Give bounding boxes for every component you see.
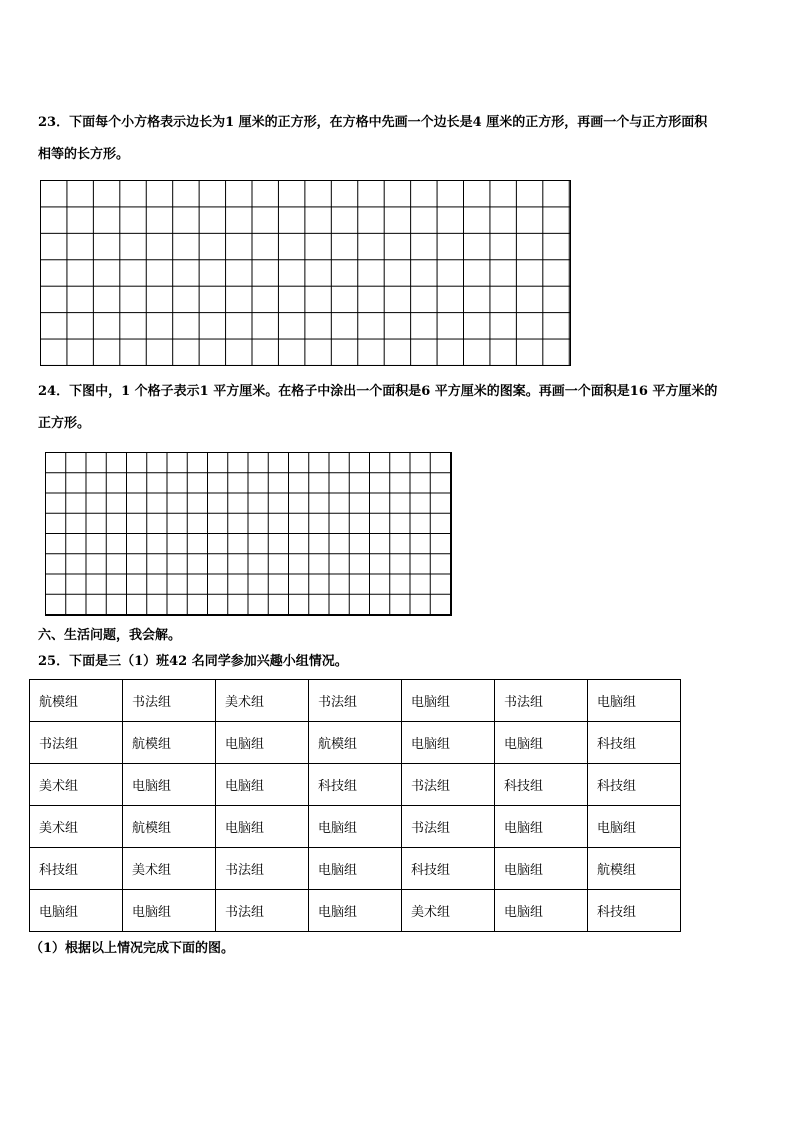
question-25-intro: 25．下面是三（1）班42 名同学参加兴趣小组情况。 — [38, 654, 348, 669]
table-cell: 电脑组 — [402, 680, 495, 722]
table-cell: 电脑组 — [123, 764, 216, 806]
table-cell: 科技组 — [588, 890, 681, 932]
question-23-line-1: 23．下面每个小方格表示边长为1 厘米的正方形，在方格中先画一个边长是4 厘米的正方形，再画一个与正方形面积 — [38, 115, 708, 130]
square-grid-20x7[interactable] — [40, 180, 571, 366]
table-row — [30, 722, 681, 764]
table-cell: 航模组 — [123, 806, 216, 848]
table-cell: 电脑组 — [30, 890, 123, 932]
table-cell: 电脑组 — [309, 806, 402, 848]
table-cell: 美术组 — [123, 848, 216, 890]
table-cell: 电脑组 — [216, 722, 309, 764]
question-24-line-2: 正方形。 — [38, 416, 91, 431]
table-cell: 航模组 — [123, 722, 216, 764]
table-cell: 美术组 — [216, 680, 309, 722]
table-cell: 航模组 — [588, 848, 681, 890]
table-cell: 书法组 — [216, 890, 309, 932]
table-cell: 科技组 — [402, 848, 495, 890]
table-cell: 科技组 — [588, 722, 681, 764]
table-row — [30, 890, 681, 932]
table-cell: 电脑组 — [309, 890, 402, 932]
square-grid-20x8[interactable] — [45, 452, 452, 616]
table-row — [30, 806, 681, 848]
table-cell: 电脑组 — [588, 680, 681, 722]
table-cell: 电脑组 — [309, 848, 402, 890]
table-cell: 书法组 — [402, 764, 495, 806]
table-cell: 电脑组 — [495, 890, 588, 932]
table-cell: 电脑组 — [216, 806, 309, 848]
table-cell: 电脑组 — [495, 722, 588, 764]
table-cell: 科技组 — [495, 764, 588, 806]
table-cell: 美术组 — [402, 890, 495, 932]
table-cell: 书法组 — [402, 806, 495, 848]
table-cell: 电脑组 — [588, 806, 681, 848]
table-cell: 美术组 — [30, 764, 123, 806]
table-cell: 电脑组 — [123, 890, 216, 932]
question-25-sub-1: （1）根据以上情况完成下面的图。 — [30, 941, 235, 956]
table-cell: 书法组 — [309, 680, 402, 722]
table-row — [30, 848, 681, 890]
table-cell: 书法组 — [123, 680, 216, 722]
table-cell: 科技组 — [309, 764, 402, 806]
table-row — [30, 680, 681, 722]
section-6-heading: 六、生活问题，我会解。 — [38, 628, 182, 643]
question-23-line-2: 相等的长方形。 — [38, 147, 130, 162]
question-24-line-1: 24．下图中，1 个格子表示1 平方厘米。在格子中涂出一个面积是6 平方厘米的图案。再画一个面积是16 平方厘米的 — [38, 384, 718, 399]
table-cell: 航模组 — [30, 680, 123, 722]
table-cell: 美术组 — [30, 806, 123, 848]
table-cell: 电脑组 — [216, 764, 309, 806]
table-row — [30, 764, 681, 806]
table-cell: 书法组 — [30, 722, 123, 764]
table-cell: 航模组 — [309, 722, 402, 764]
table-cell: 书法组 — [495, 680, 588, 722]
table-cell: 书法组 — [216, 848, 309, 890]
table-cell: 电脑组 — [495, 848, 588, 890]
table-cell: 电脑组 — [495, 806, 588, 848]
table-cell: 科技组 — [588, 764, 681, 806]
table-cell: 电脑组 — [402, 722, 495, 764]
table-cell: 科技组 — [30, 848, 123, 890]
interest-group-table — [29, 679, 681, 932]
